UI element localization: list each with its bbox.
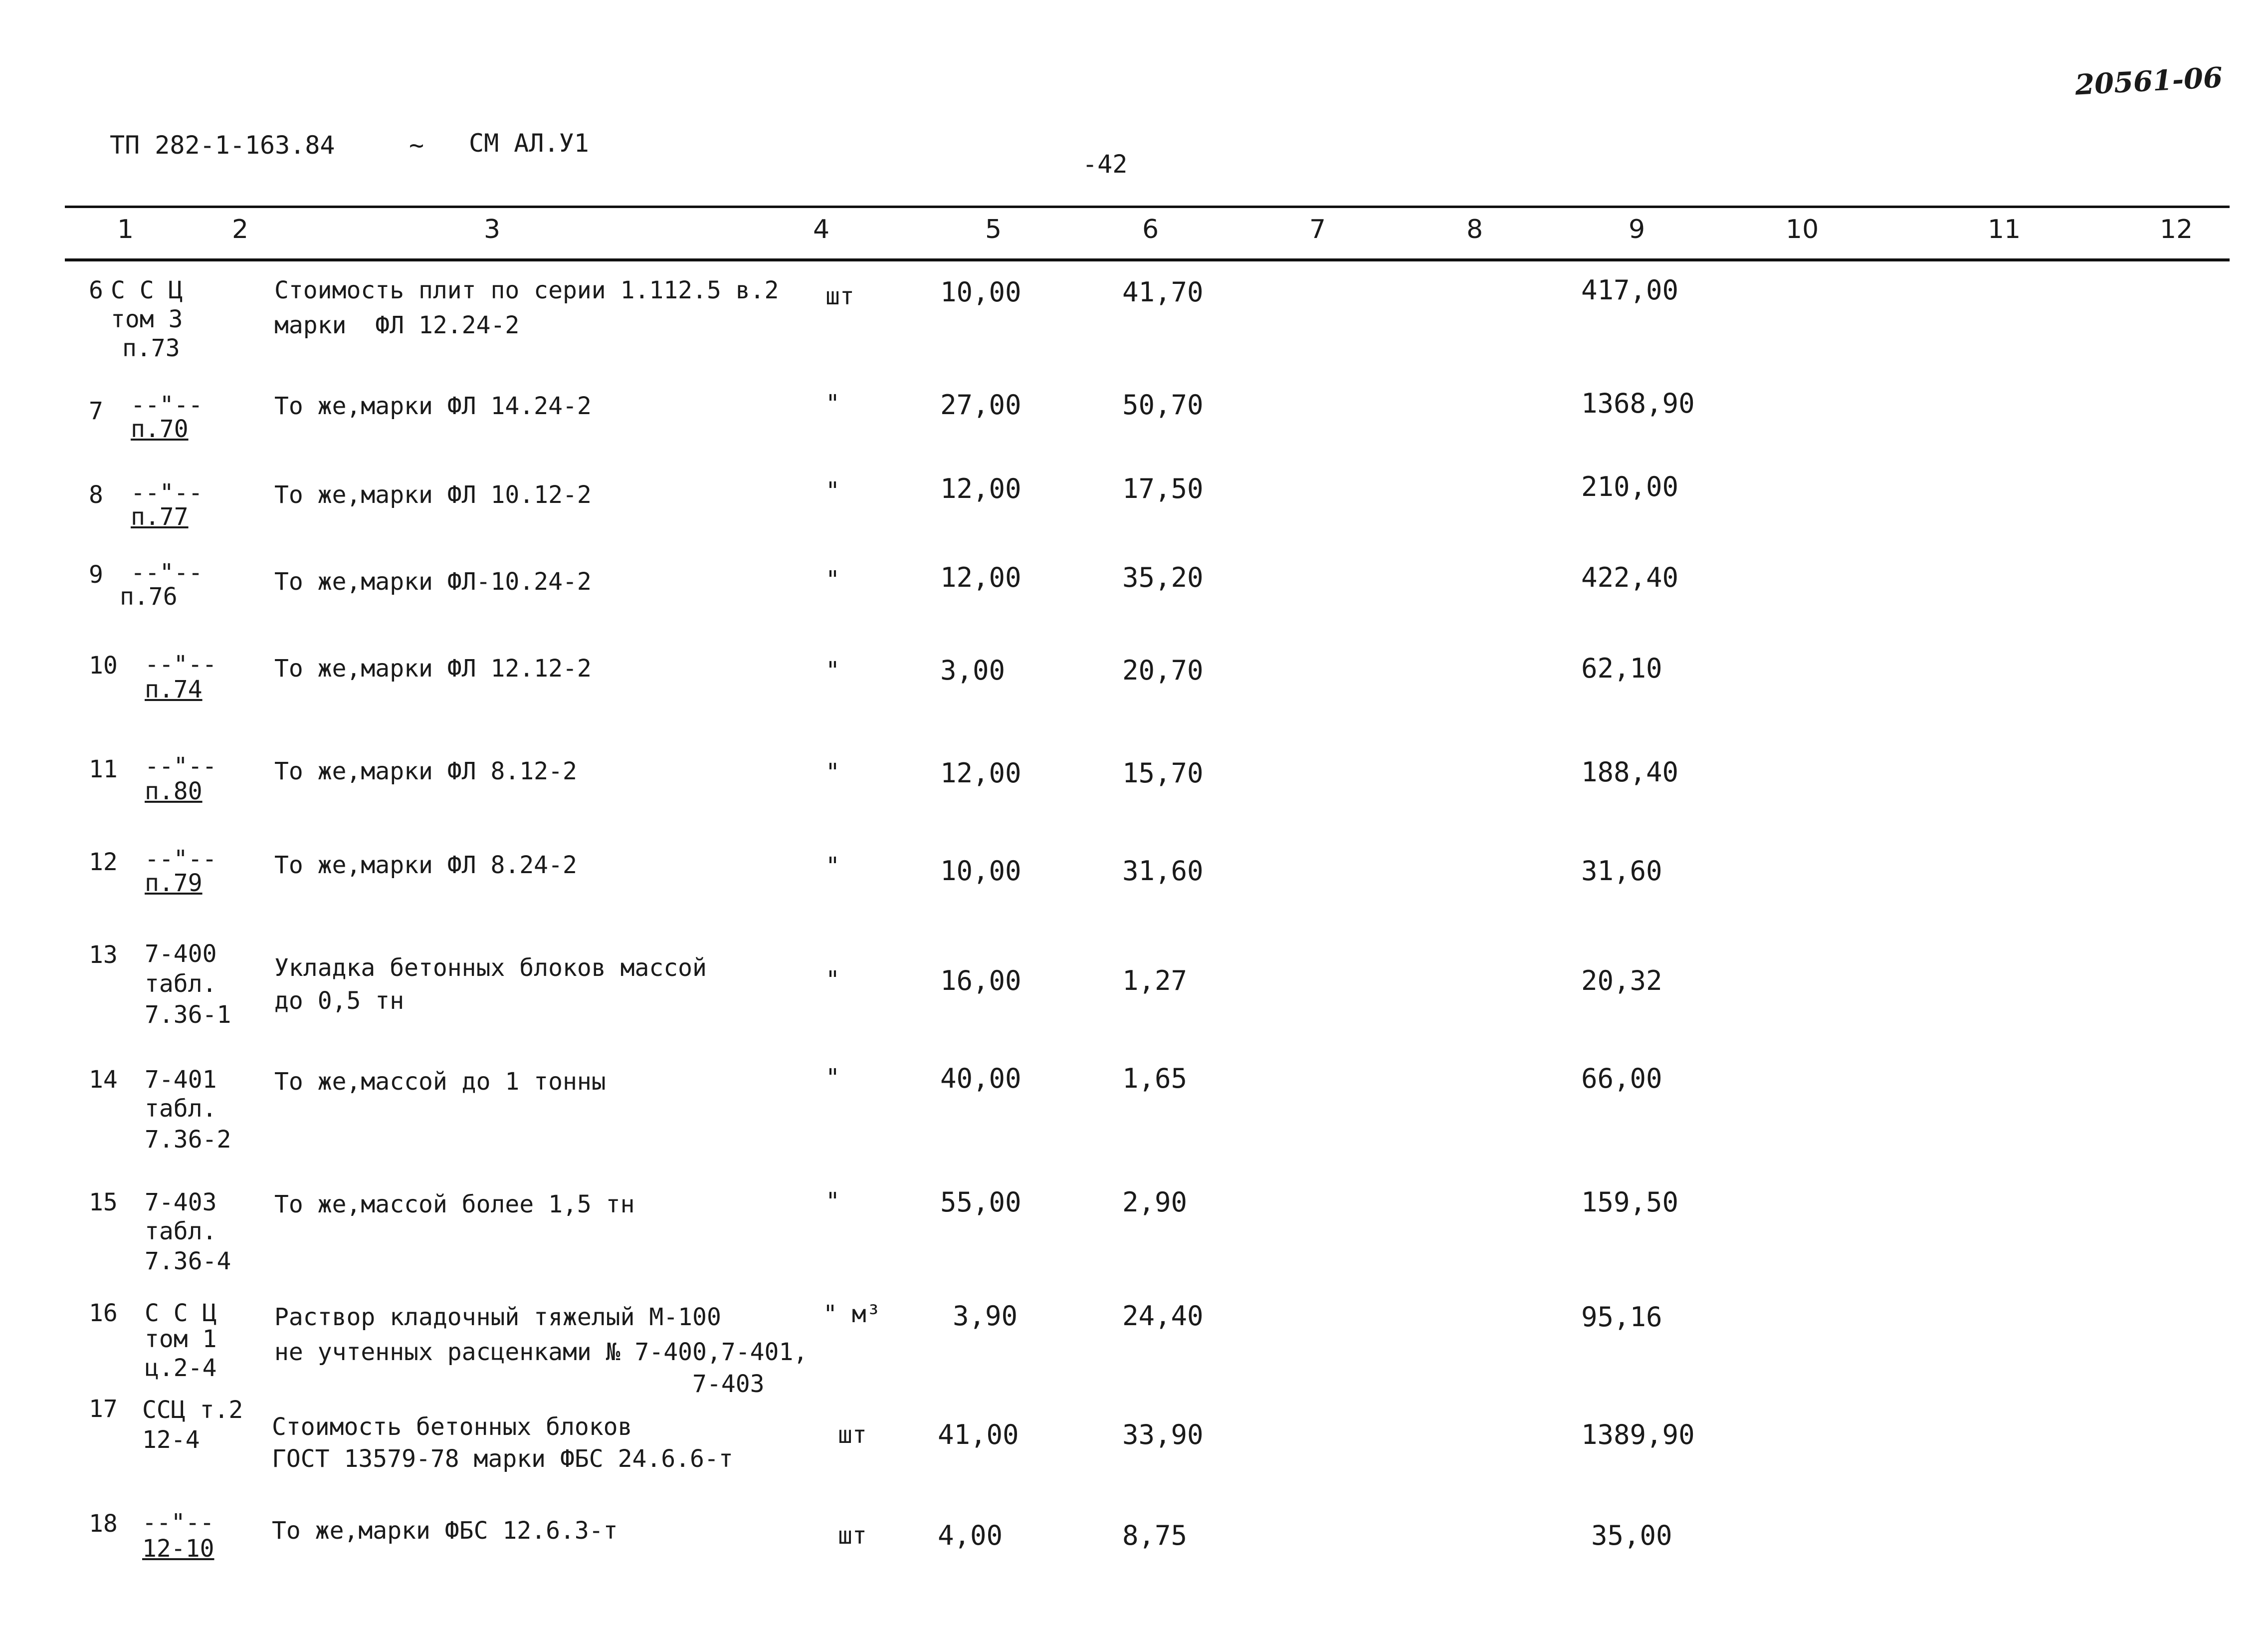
quantity-cell: 10,00 (940, 855, 1022, 887)
total-cell: 188,40 (1581, 756, 1679, 788)
ref-line: 7.36-4 (145, 1247, 231, 1275)
quantity-cell: 12,00 (940, 757, 1022, 789)
description-line: Стоимость плит по серии 1.112.5 в.2 (274, 276, 779, 304)
ref-line: 12-10 (142, 1535, 214, 1563)
ref-line: п.76 (120, 583, 178, 611)
total-cell: 1389,90 (1581, 1419, 1695, 1450)
unit-cell: " (825, 852, 840, 880)
unit-cell: шт (838, 1421, 867, 1449)
description-line: То же,марки ФЛ 14.24-2 (274, 392, 592, 420)
ref-line: --"-- (145, 752, 217, 780)
unit-cell: " (825, 1064, 840, 1092)
unit-cell: " (825, 1187, 840, 1215)
price-cell: 2,90 (1122, 1186, 1188, 1218)
row-number: 18 (89, 1510, 118, 1538)
total-cell: 1368,90 (1581, 388, 1695, 419)
quantity-cell: 4,00 (938, 1520, 1003, 1551)
ref-line: 7-400 (145, 940, 217, 968)
price-cell: 31,60 (1122, 855, 1204, 887)
row-number: 8 (89, 481, 103, 509)
ref-line: --"-- (145, 651, 217, 679)
description-line: Укладка бетонных блоков массой (274, 954, 707, 982)
column-number: 10 (1786, 215, 1819, 244)
ref-line: п.77 (131, 503, 189, 531)
price-cell: 41,70 (1122, 276, 1204, 308)
ref-line: --"-- (131, 559, 203, 587)
description-line: То же,марки ФЛ 8.12-2 (274, 757, 577, 785)
price-cell: 35,20 (1122, 562, 1204, 593)
total-cell: 66,00 (1581, 1063, 1662, 1094)
price-cell: 20,70 (1122, 655, 1204, 686)
price-cell: 33,90 (1122, 1419, 1204, 1450)
total-cell: 62,10 (1581, 653, 1662, 684)
ref-line: С С Ц (145, 1299, 217, 1327)
row-number: 11 (89, 755, 118, 783)
column-number: 7 (1309, 215, 1326, 244)
ref-line: --"-- (142, 1509, 214, 1537)
total-cell: 417,00 (1581, 274, 1679, 306)
column-number: 2 (232, 215, 249, 244)
total-cell: 95,16 (1581, 1301, 1662, 1333)
quantity-cell: 27,00 (940, 389, 1022, 421)
quantity-cell: 40,00 (940, 1063, 1022, 1094)
quantity-cell: 3,90 (953, 1300, 1018, 1332)
description-line: не учтенных расценками № 7-400,7-401, (274, 1338, 808, 1366)
document-code: ТП 282-1-163.84 (110, 131, 335, 160)
ref-line: том 3 (111, 305, 183, 333)
unit-cell: шт (825, 282, 854, 310)
column-number: 12 (2160, 215, 2193, 244)
price-cell: 50,70 (1122, 389, 1204, 421)
ref-line: табл. (145, 1095, 217, 1123)
ref-line: п.80 (145, 777, 203, 805)
ref-line: табл. (145, 970, 217, 998)
quantity-cell: 41,00 (938, 1419, 1019, 1450)
row-number: 16 (89, 1299, 118, 1327)
unit-cell: " (825, 390, 840, 418)
description-line: ГОСТ 13579-78 марки ФБС 24.6.6-т (272, 1445, 733, 1473)
unit-cell: " м³ (823, 1300, 881, 1328)
page-number: -42 (1082, 150, 1128, 179)
header-dash: ~ (409, 131, 424, 160)
description-line: 7-403 (274, 1370, 765, 1398)
unit-cell: " (825, 966, 840, 994)
ref-line: ц.2-4 (145, 1354, 217, 1382)
column-number: 5 (985, 215, 1002, 244)
ref-line: --"-- (131, 391, 203, 419)
description-line: То же,марки ФЛ 10.12-2 (274, 481, 592, 509)
row-number: 12 (89, 848, 118, 876)
column-number: 3 (484, 215, 501, 244)
description-line: марки ФЛ 12.24-2 (274, 311, 520, 339)
description-line: То же,марки ФЛ 8.24-2 (274, 851, 577, 879)
description-line: То же,марки ФБС 12.6.3-т (272, 1517, 618, 1545)
row-number: 6 (89, 276, 103, 304)
ref-line: 7.36-2 (145, 1126, 231, 1154)
table-header-rule (65, 258, 2230, 261)
column-number: 6 (1142, 215, 1159, 244)
row-number: 14 (89, 1066, 118, 1094)
description-line: Стоимость бетонных блоков (272, 1413, 632, 1441)
row-number: 17 (89, 1395, 118, 1423)
row-number: 13 (89, 941, 118, 969)
ref-line: п.74 (145, 676, 203, 703)
total-cell: 159,50 (1581, 1186, 1679, 1218)
row-number: 9 (89, 561, 103, 589)
quantity-cell: 12,00 (940, 562, 1022, 593)
ref-line: --"-- (145, 845, 217, 873)
description-line: То же,марки ФЛ 12.12-2 (274, 655, 592, 683)
unit-cell: " (825, 758, 840, 786)
ref-line: С С Ц (111, 276, 183, 304)
description-line: То же,массой более 1,5 тн (274, 1190, 635, 1218)
total-cell: 35,00 (1591, 1520, 1672, 1551)
ref-line: п.73 (122, 334, 180, 362)
total-cell: 210,00 (1581, 471, 1679, 502)
quantity-cell: 10,00 (940, 276, 1022, 308)
column-number: 1 (117, 215, 134, 244)
table-top-rule (65, 206, 2230, 208)
ref-line: п.70 (131, 415, 189, 443)
price-cell: 17,50 (1122, 473, 1204, 504)
price-cell: 1,27 (1122, 965, 1188, 996)
ref-line: 12-4 (142, 1426, 200, 1454)
total-cell: 20,32 (1581, 965, 1662, 996)
unit-cell: " (825, 477, 840, 505)
quantity-cell: 12,00 (940, 473, 1022, 504)
ref-line: табл. (145, 1217, 217, 1245)
column-number: 9 (1629, 215, 1646, 244)
column-number: 8 (1466, 215, 1483, 244)
quantity-cell: 55,00 (940, 1186, 1022, 1218)
price-cell: 15,70 (1122, 757, 1204, 789)
description-line: То же,марки ФЛ-10.24-2 (274, 568, 592, 596)
archive-stamp: 20561-06 (2074, 61, 2224, 102)
unit-cell: " (825, 657, 840, 685)
ref-line: 7-403 (145, 1188, 217, 1216)
quantity-cell: 16,00 (940, 965, 1022, 996)
ref-line: том 1 (145, 1325, 217, 1353)
price-cell: 1,65 (1122, 1063, 1188, 1094)
total-cell: 31,60 (1581, 855, 1662, 887)
row-number: 7 (89, 397, 103, 425)
ref-line: п.79 (145, 869, 203, 897)
ref-line: --"-- (131, 479, 203, 507)
unit-cell: шт (838, 1522, 867, 1550)
description-line: То же,массой до 1 тонны (274, 1068, 606, 1096)
row-number: 15 (89, 1188, 118, 1216)
unit-cell: " (825, 566, 840, 594)
description-line: до 0,5 тн (274, 987, 405, 1015)
column-number: 4 (813, 215, 830, 244)
quantity-cell: 3,00 (940, 655, 1006, 686)
price-cell: 8,75 (1122, 1520, 1188, 1551)
ref-line: 7.36-1 (145, 1001, 231, 1029)
total-cell: 422,40 (1581, 562, 1679, 593)
row-number: 10 (89, 652, 118, 680)
ref-line: ССЦ т.2 (142, 1396, 243, 1424)
description-line: Раствор кладочный тяжелый М-100 (274, 1303, 721, 1331)
column-number: 11 (1988, 215, 2021, 244)
sheet-code: СМ АЛ.У1 (469, 129, 589, 158)
ref-line: 7-401 (145, 1066, 217, 1094)
price-cell: 24,40 (1122, 1300, 1204, 1332)
